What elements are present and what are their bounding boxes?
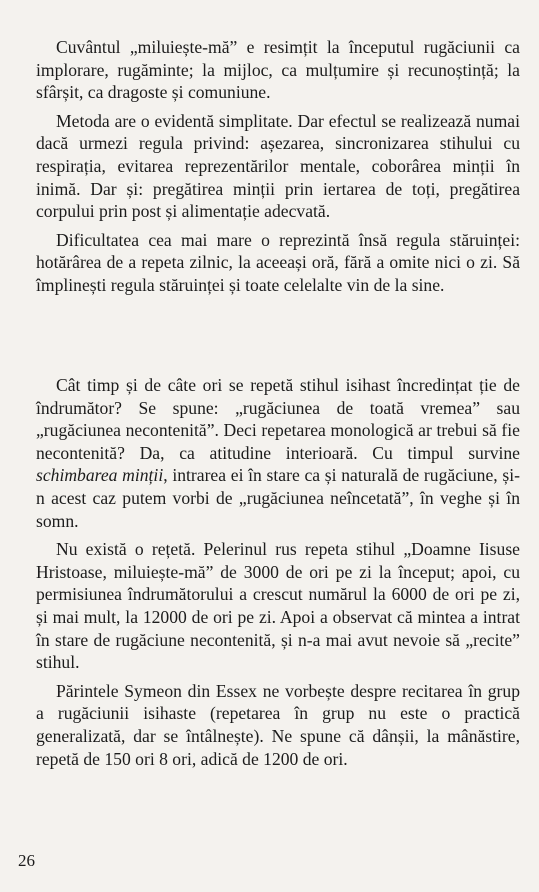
paragraph-text: Cât timp și de câte ori se repetă stihul isihast încredințat ție de îndrumător? Se spune: „rugăciunea de toată vremea” sau „rugăciunea necontenită”. Deci repetarea monologică ar trebui să fie necontenită? Da, ca atitudine interioară. Cu timpul survine: [36, 375, 520, 463]
paragraph: [36, 374, 520, 532]
paragraph: Cuvântul „miluiește-mă” e resimțit la începutul rugăciunii ca implorare, rugăminte; la mijloc, ca mulțumire și recunoștință; la sfârșit, ca dragoste și comuniune.: [36, 37, 520, 103]
paragraph: Dificultatea cea mai mare o reprezintă însă regula stăruinței: hotărârea de a repeta zilnic, la aceeași oră, fără a omite nici o zi. Să împlinești regula stăruinței și toate celelalte vin de la sine.: [36, 229, 520, 295]
paragraph: Părintele Symeon din Essex ne vorbește despre recitarea în grup a rugăciunii isihaste (repetarea în grup nu este o practică generalizată, dar se întâlnește). Ne spune că dânșii, la mânăstire, repetă de 150 ori 8 ori, adică de 1200 de ori.: [36, 680, 520, 769]
text-section-1: [36, 36, 520, 303]
page-number: 26: [18, 851, 35, 870]
paragraph: Nu există o rețetă. Pelerinul rus repeta stihul „Doamne Iisuse Hristoase, miluiește-mă” de 3000 de ori pe zi la început; apoi, cu permisiunea îndrumătorului a crescut numărul la 6000 de ori pe zi, și mai mult, la 12000 de ori pe zi. Apoi a observat că mintea a intrat în stare de rugăciune necontenită, și n-a mai avut nevoie să „recite” stihul.: [36, 539, 520, 673]
paragraph: Metoda are o evidentă simplitate. Dar efectul se realizează numai dacă urmezi regula privind: așezarea, sincronizarea stihului cu respirația, evitarea reprezentărilor mentale, coborârea minții în inimă. Dar și: pregătirea minții prin iertarea de toți, pregătirea corpului prin post și alimentație adecvată.: [36, 110, 520, 222]
italic-term: schimbarea minții: [36, 465, 164, 486]
paragraph-text: , intrarea ei în stare ca și naturală de rugăciune, și-n acest caz putem vorbi de „rugăciunea neîncetată”, în veghe și în somn.: [36, 465, 520, 531]
text-section-2: [36, 374, 520, 776]
